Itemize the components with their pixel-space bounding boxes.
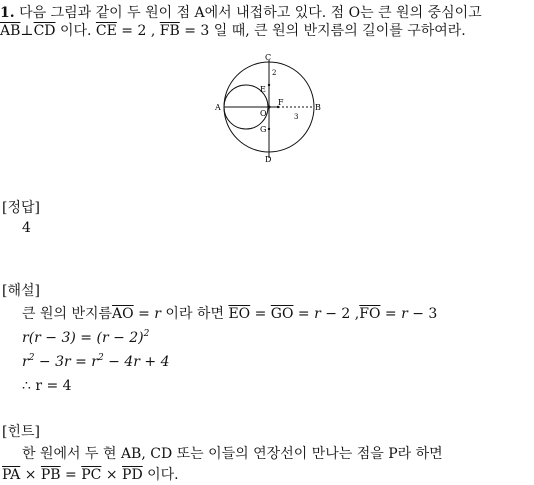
hint-line-2 bbox=[2, 466, 179, 484]
segment-fb: $\overline{FB}$ bbox=[159, 23, 180, 39]
explanation-line-2 bbox=[22, 329, 149, 347]
problem-text-2a: 이다. bbox=[55, 23, 96, 39]
segment-fo: $\overline{FO}$ bbox=[359, 306, 381, 322]
expl-eq-1: = bbox=[133, 306, 155, 322]
label-c: C bbox=[265, 53, 272, 62]
label-g: G bbox=[260, 125, 267, 134]
perp-symbol: ⊥ bbox=[20, 23, 34, 39]
expl-text-2: 이라 하면 bbox=[160, 306, 229, 322]
problem-line-2 bbox=[0, 22, 466, 40]
problem-line-1 bbox=[0, 4, 482, 22]
expl-eq-line-2: r(r − 3) = (r − 2) bbox=[22, 330, 144, 346]
label-o: O bbox=[260, 109, 267, 118]
segment-pa: $\overline{PA}$ bbox=[2, 467, 21, 483]
segment-eo: $\overline{EO}$ bbox=[228, 306, 251, 322]
expl-text-1: 큰 원의 반지름 bbox=[22, 306, 113, 322]
expl-sup-2: 2 bbox=[28, 353, 35, 363]
explanation-line-3 bbox=[22, 353, 170, 371]
label-e: E bbox=[260, 85, 266, 94]
label-a: A bbox=[215, 103, 221, 112]
label-d: D bbox=[265, 155, 272, 164]
expl-sup-3: 2 bbox=[98, 353, 104, 363]
circle-diagram bbox=[212, 52, 332, 167]
hint-eq: = bbox=[60, 467, 82, 483]
ce-value: = 2 , bbox=[116, 23, 160, 39]
point-e-dot bbox=[268, 84, 270, 86]
var-r-2: r bbox=[314, 306, 321, 322]
explanation-heading: [해설] bbox=[2, 283, 40, 299]
center-dot bbox=[268, 106, 271, 109]
label-length-3: 3 bbox=[294, 113, 299, 121]
segment-ab: $\overline{AB}$ bbox=[0, 23, 21, 39]
expl-l3-a: r bbox=[22, 354, 29, 370]
segment-ao: $\overline{AO}$ bbox=[112, 306, 134, 322]
var-r-3: r bbox=[401, 306, 408, 322]
expl-eq-2: = bbox=[250, 306, 271, 322]
problem-text-1: 다음 그림과 같이 두 원이 점 A에서 내접하고 있다. 점 O는 큰 원의 중심이고 bbox=[14, 5, 482, 21]
expl-text-3: − 2 , bbox=[320, 306, 360, 322]
segment-cd: $\overline{CD}$ bbox=[33, 23, 56, 39]
label-length-2: 2 bbox=[272, 69, 277, 77]
explanation-line-4: ∴ r = 4 bbox=[22, 378, 72, 394]
fb-value: = 3 일 때, 큰 원의 반지름의 길이를 구하여라. bbox=[179, 23, 466, 39]
explanation-line-1 bbox=[22, 305, 437, 323]
hint-line-1: 한 원에서 두 현 AB, CD 또는 이들의 연장선이 만나는 점을 P라 하면 bbox=[22, 446, 443, 462]
expl-eq-4: = bbox=[380, 306, 402, 322]
problem-number: 1. bbox=[0, 5, 15, 21]
var-r-1: r bbox=[154, 306, 161, 322]
segment-pd: $\overline{PD}$ bbox=[122, 467, 143, 483]
hint-end: 이다. bbox=[142, 467, 179, 483]
label-f: F bbox=[278, 98, 284, 107]
expl-eq-3: = bbox=[293, 306, 315, 322]
hint-times-1: × bbox=[20, 467, 41, 483]
segment-go: $\overline{GO}$ bbox=[270, 306, 294, 322]
expl-sup-1: 2 bbox=[143, 329, 150, 339]
hint-heading: [힌트] bbox=[2, 424, 40, 440]
answer-value: 4 bbox=[22, 220, 31, 236]
hint-times-2: × bbox=[101, 467, 123, 483]
expl-l3-b: − 3r = r bbox=[34, 354, 98, 370]
segment-pc: $\overline{PC}$ bbox=[81, 467, 102, 483]
expl-l3-c: − 4r + 4 bbox=[103, 354, 170, 370]
point-g-dot bbox=[268, 128, 270, 130]
segment-ce: $\overline{CE}$ bbox=[95, 23, 117, 39]
answer-heading: [정답] bbox=[2, 200, 40, 216]
expl-text-4: − 3 bbox=[407, 306, 438, 322]
segment-pb: $\overline{PB}$ bbox=[40, 467, 61, 483]
label-b: B bbox=[315, 103, 321, 112]
